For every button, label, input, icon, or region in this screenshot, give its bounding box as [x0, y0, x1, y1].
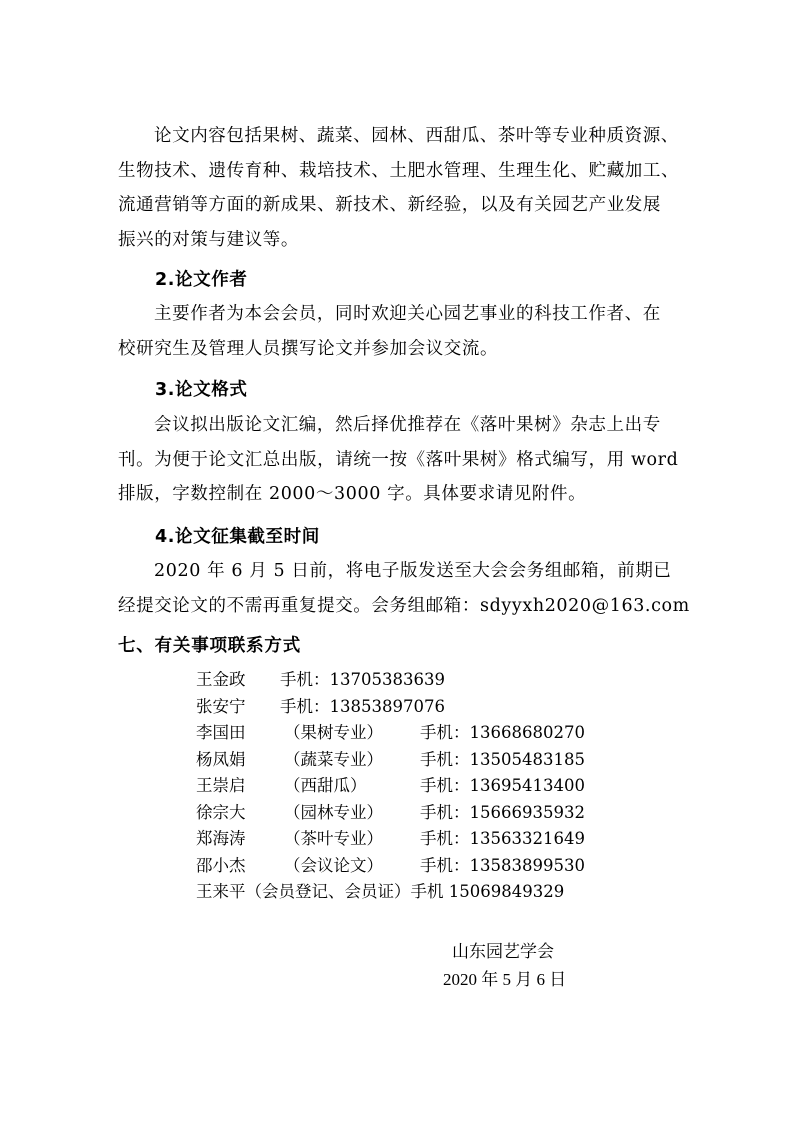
contact-membership: 王来平（会员登记、会员证）手机 15069849329 — [196, 882, 565, 901]
contact-role: （茶叶专业） — [284, 829, 383, 848]
text-line: 校研究生及管理人员撰写论文并参加会议交流。 — [118, 338, 499, 359]
contact-name: 李国田 — [196, 723, 246, 742]
contact-phone: 手机：13505483185 — [420, 749, 585, 769]
text-line: 2020 年 6 月 5 日前，将电子版发送至大会会务组邮箱，前期已 — [154, 561, 672, 581]
contact-name: 徐宗大 — [196, 802, 246, 822]
text-line: 刊。为便于论文汇总出版，请统一按《落叶果树》格式编写，用 word — [118, 449, 679, 470]
heading-paper-authors: 2.论文作者 — [155, 270, 248, 290]
contact-phone: 手机：13583899530 — [420, 855, 585, 875]
contact-name: 邵小杰 — [196, 855, 246, 875]
text-line: 论文内容包括果树、蔬菜、园林、西甜瓜、茶叶等专业种质资源、 — [154, 126, 679, 146]
paragraph-authors — [118, 297, 688, 366]
contact-phone: 手机：13853897076 — [280, 696, 445, 716]
text-line: 会议拟出版论文汇编，然后择优推荐在《落叶果树》杂志上出专 — [154, 415, 661, 435]
text-line: 主要作者为本会会员，同时欢迎关心园艺事业的科技工作者、在 — [154, 304, 661, 324]
paragraph-content-scope — [118, 119, 688, 258]
contact-name: 王金政 — [196, 670, 246, 689]
contact-name: 张安宁 — [196, 696, 246, 716]
contact-phone: 手机：13563321649 — [420, 829, 585, 848]
contact-role: （园林专业） — [284, 802, 383, 822]
paragraph-deadline — [118, 554, 688, 623]
text-line: 流通营销等方面的新成果、新技术、新经验，以及有关园艺产业发展 — [118, 195, 661, 216]
contact-name: 郑海涛 — [196, 829, 246, 848]
text-line: 生物技术、遗传育种、栽培技术、土肥水管理、生理生化、贮藏加工、 — [118, 160, 680, 181]
contact-phone: 手机：15666935932 — [420, 802, 585, 822]
contact-phone: 手机：13705383639 — [280, 670, 445, 689]
signature-organization: 山东园艺学会 — [452, 942, 554, 961]
contact-name: 王崇启 — [196, 776, 246, 795]
text-line: 排版，字数控制在 2000～3000 字。具体要求请见附件。 — [118, 484, 587, 505]
section-heading-contacts: 七、有关事项联系方式 — [118, 636, 301, 656]
contact-role: （会议论文） — [284, 855, 383, 875]
signature-date: 2020 年 5 月 6 日 — [443, 970, 567, 989]
contact-role: （果树专业） — [284, 723, 383, 742]
contact-phone: 手机：13668680270 — [420, 723, 585, 742]
heading-deadline: 4.论文征集截至时间 — [155, 527, 320, 547]
contact-phone: 手机：13695413400 — [420, 776, 585, 795]
contact-role: （蔬菜专业） — [284, 749, 383, 769]
heading-paper-format: 3.论文格式 — [155, 380, 248, 400]
paragraph-format — [118, 408, 688, 512]
contact-role: （西甜瓜） — [284, 776, 367, 795]
text-line: 经提交论文的不需再重复提交。会务组邮箱：sdyyxh2020@163.com — [118, 595, 690, 616]
contact-name: 杨凤娟 — [196, 749, 246, 769]
text-line: 振兴的对策与建议等。 — [118, 230, 299, 251]
